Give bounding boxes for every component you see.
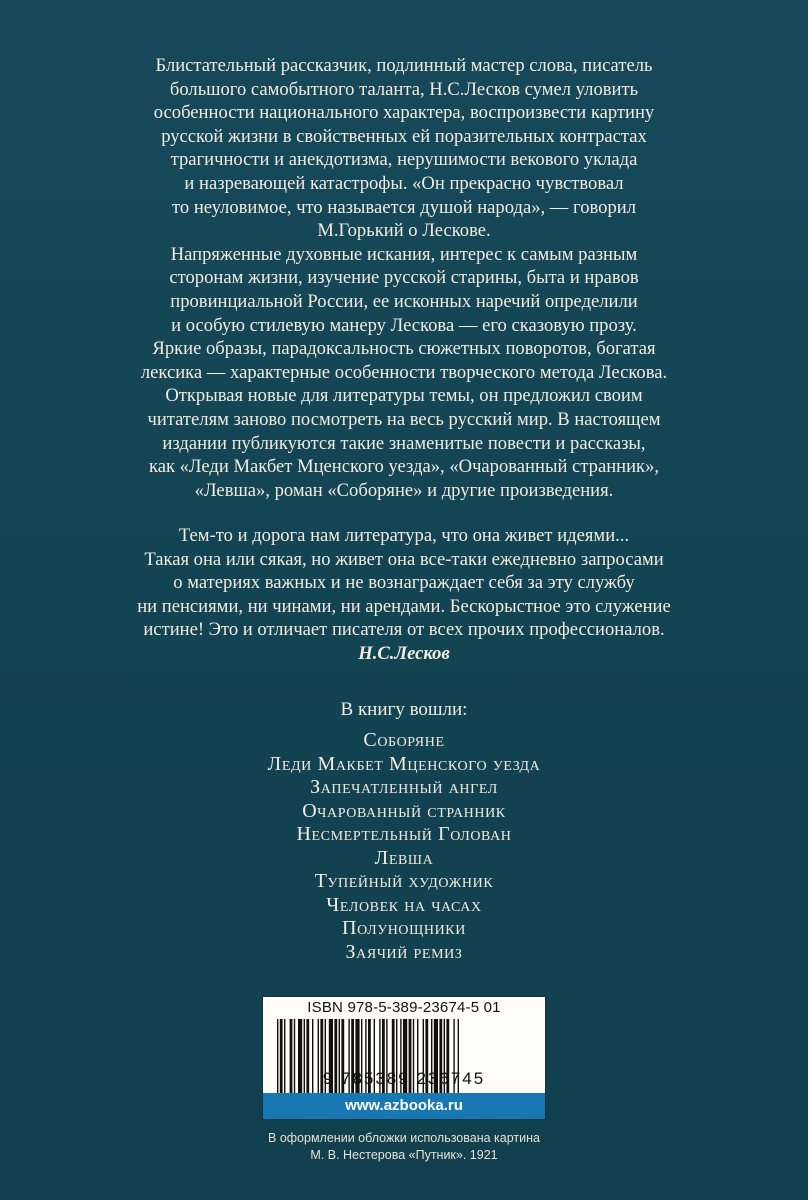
quote-line: Такая она или сякая, но живет она все-таки ежедневно запросами	[144, 548, 664, 570]
description-line: Яркие образы, парадоксальность сюжетных поворотов, богатая	[152, 338, 656, 360]
description-line: русской жизни в свойственных ей поразительных контрастах	[161, 125, 647, 147]
description-line: трагичности и анекдотизма, нерушимости векового уклада	[170, 149, 638, 171]
barcode-digits: 9 785389 236745	[322, 1069, 486, 1088]
description-line: лексика — характерные особенности творческого метода Лескова.	[140, 361, 668, 383]
contents-item: Несмертельный Голован	[296, 823, 512, 845]
contents-item: Человек на часах	[326, 893, 482, 916]
description-line: М.Горький о Лескове.	[317, 220, 491, 242]
barcode-panel	[262, 996, 546, 1120]
description-line: особенности национального характера, воспроизвести картину	[153, 102, 655, 124]
contents-item: Леди Макбет Мценского уезда	[267, 752, 541, 775]
description-line: Открывая новые для литературы темы, он предложил своим	[165, 385, 643, 407]
website-link[interactable]: www.azbooka.ru	[263, 1093, 545, 1119]
contents-item: Полунощники	[342, 917, 466, 939]
contents-header: В книгу вошли:	[340, 699, 468, 720]
contents-item: Левша	[374, 846, 434, 869]
quote-line: о материях важных и не вознаграждает себя за эту службу	[173, 572, 635, 594]
description-line: провинциальной России, ее исконных наречий определили	[170, 290, 638, 312]
quote-line: истине! Это и отличает писателя от всех прочих профессионалов.	[143, 619, 665, 641]
description-line: Напряженные духовные искания, интерес к самым разным	[170, 243, 638, 265]
contents-item: Тупейный художник	[314, 870, 494, 892]
author-quote	[0, 524, 808, 666]
description-line: и особую стилевую манеру Лескова — его сказовую прозу.	[171, 314, 637, 336]
isbn-label: ISBN 978-5-389-23674-5 01	[307, 999, 501, 1016]
description-line: сторонам жизни, изучение русской старины, быта и нравов	[169, 267, 639, 289]
credits-line: М. В. Нестерова «Путник». 1921	[310, 1148, 498, 1162]
contents-item: Очарованный странник	[302, 799, 506, 822]
description-line: читателям заново посмотреть на весь русский мир. В настоящем	[147, 408, 661, 430]
contents-item: Заячий ремиз	[345, 940, 463, 963]
description-line: большого самобытного таланта, Н.С.Лесков сумел уловить	[169, 78, 639, 100]
description-line: то неуловимое, что называется душой народа», — говорил	[172, 196, 636, 218]
credits-line: В оформлении обложки использована картина	[268, 1131, 540, 1145]
description-line: и назревающей катастрофы. «Он прекрасно чувствовал	[184, 172, 624, 194]
quote-author: Н.С.Лесков	[358, 642, 450, 664]
quote-line: Тем-то и дорога нам литература, что она живет идеями...	[178, 525, 630, 546]
book-description	[0, 54, 808, 502]
description-line: Блистательный рассказчик, подлинный мастер слова, писатель	[155, 55, 653, 76]
contents-item: Запечатленный ангел	[310, 776, 498, 798]
description-line: издании публикуются такие знаменитые повести и рассказы,	[162, 432, 646, 454]
quote-line: ни пенсиями, ни чинами, ни арендами. Бескорыстное это служение	[137, 595, 671, 617]
cover-credits	[0, 1130, 808, 1164]
description-line: «Левша», роман «Соборяне» и другие произведения.	[194, 479, 614, 501]
contents-list	[0, 729, 808, 964]
contents-item: Соборяне	[363, 729, 445, 751]
description-line: как «Леди Макбет Мценского уезда», «Очарованный странник»,	[148, 456, 660, 478]
